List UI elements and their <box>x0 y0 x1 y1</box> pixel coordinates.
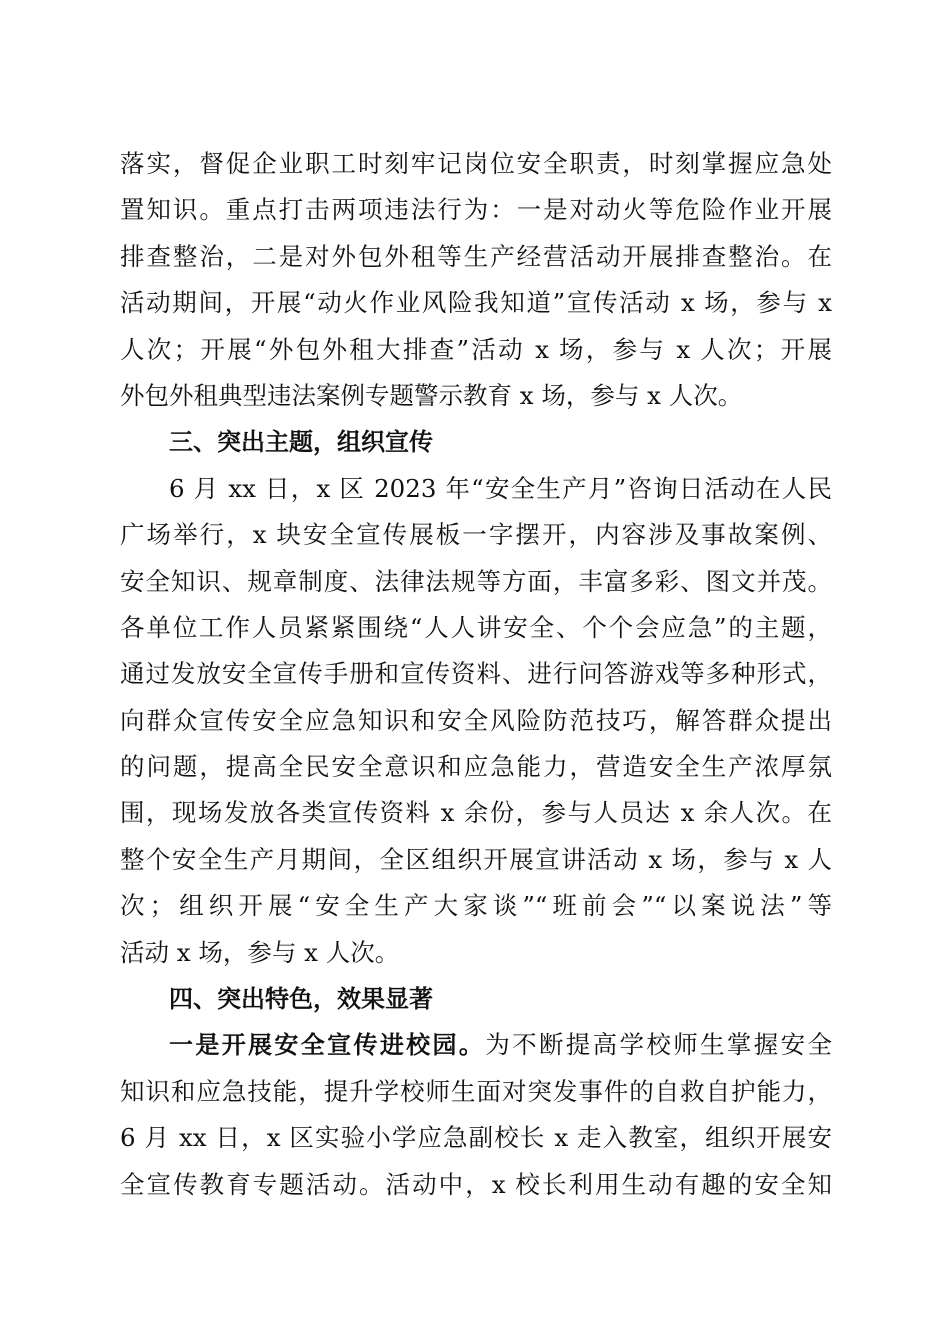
text-line: 活动期间，开展“动火作业风险我知道”宣传活动 x 场，参与 x <box>120 288 832 318</box>
text-line: 排查整治，二是对外包外租等生产经营活动开展排查整治。在 <box>120 241 832 271</box>
text-line: 广场举行，x 块安全宣传展板一字摆开，内容涉及事故案例、 <box>120 520 832 550</box>
text-line: 6 月 xx 日，x 区实验小学应急副校长 x 走入教室，组织开展安 <box>120 1123 832 1153</box>
text-line: 人次；开展“外包外租大排查”活动 x 场，参与 x 人次；开展 <box>120 334 832 364</box>
section-heading-3: 三、突出主题，组织宣传 <box>169 428 433 457</box>
text-line <box>120 1022 832 1068</box>
section-3-paragraph <box>120 466 832 976</box>
text-line: 置知识。重点打击两项违法行为：一是对动火等危险作业开展 <box>120 195 832 225</box>
text-run: 为不断提高学校师生掌握安全 <box>485 1030 832 1060</box>
text-line: 向群众宣传安全应急知识和安全风险防范技巧，解答群众提出 <box>120 705 832 735</box>
text-line: 各单位工作人员紧紧围绕“人人讲安全、个个会应急”的主题， <box>120 612 832 642</box>
section-4-paragraph <box>120 1022 832 1208</box>
paragraph-lead: 一是开展安全宣传进校园。 <box>169 1031 486 1060</box>
section-heading-4: 四、突出特色，效果显著 <box>169 985 433 1014</box>
document-body <box>120 141 832 1208</box>
text-line: 落实，督促企业职工时刻牢记岗位安全职责，时刻掌握应急处 <box>120 149 832 178</box>
paragraph-continuation <box>120 141 832 419</box>
text-line: 安全知识、规章制度、法律法规等方面，丰富多彩、图文并茂。 <box>120 566 832 596</box>
text-line: 外包外租典型违法案例专题警示教育 x 场，参与 x 人次。 <box>120 380 743 410</box>
text-line: 通过发放安全宣传手册和宣传资料、进行问答游戏等多种形式， <box>120 659 832 689</box>
text-line: 6 月 xx 日，x 区 2023 年“安全生产月”咨询日活动在人民 <box>169 473 832 503</box>
text-line: 活动 x 场，参与 x 人次。 <box>120 937 400 967</box>
text-line: 次；组织开展“安全生产大家谈”“班前会”“以案说法”等 <box>120 891 832 921</box>
text-line: 的问题，提高全民安全意识和应急能力，营造安全生产浓厚氛 <box>120 752 832 782</box>
text-line: 围，现场发放各类宣传资料 x 余份，参与人员达 x 余人次。在 <box>120 798 832 828</box>
text-line: 知识和应急技能，提升学校师生面对突发事件的自救自护能力， <box>120 1076 832 1106</box>
text-line: 全宣传教育专题活动。活动中，x 校长利用生动有趣的安全知 <box>120 1169 832 1199</box>
text-line: 整个安全生产月期间，全区组织开展宣讲活动 x 场，参与 x 人 <box>120 844 832 874</box>
